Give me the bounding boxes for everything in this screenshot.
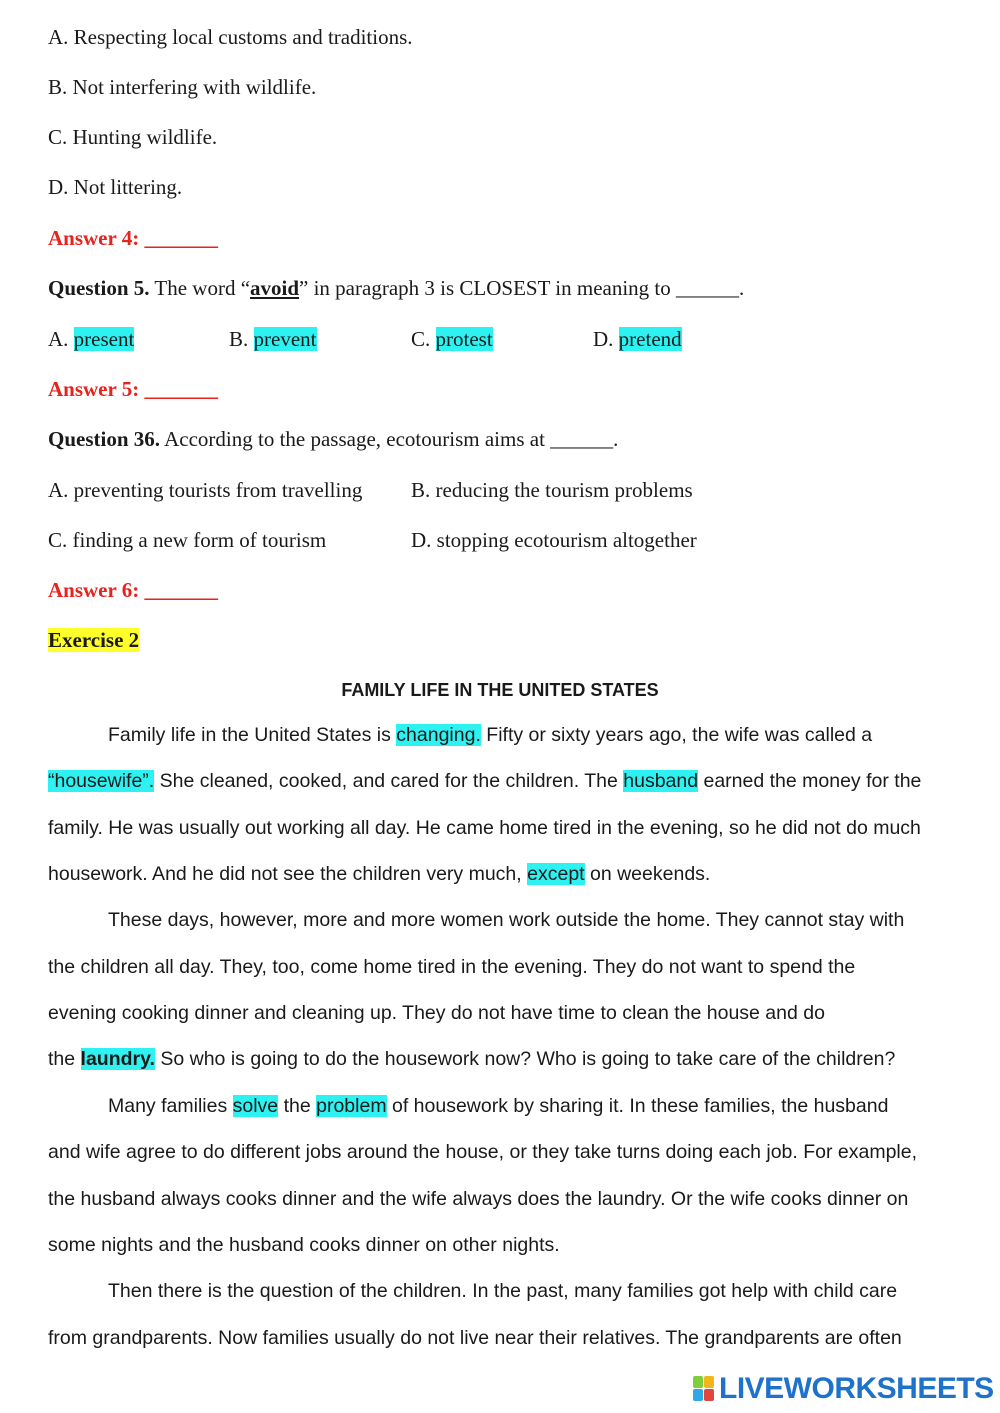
q4-option-b: B. Not interfering with wildlife. <box>48 75 317 99</box>
highlighted-word: except <box>527 863 585 885</box>
passage-line <box>48 768 921 794</box>
option-letter: C. <box>411 327 436 351</box>
passage-text: the <box>278 1095 317 1117</box>
passage-line <box>48 954 855 980</box>
question-36-label: Question 36. <box>48 427 161 451</box>
highlighted-word: changing. <box>396 724 481 746</box>
answer-5-blank[interactable]: Answer 5: _______ <box>48 377 218 401</box>
q5-option-b[interactable] <box>229 326 317 352</box>
passage-text: the <box>48 1048 81 1070</box>
exercise-heading <box>48 627 139 653</box>
q6-option-b[interactable]: B. reducing the tourism problems <box>411 478 693 502</box>
exercise-label: Exercise 2 <box>48 628 140 652</box>
option-word: pretend <box>618 327 682 351</box>
q5-option-c[interactable] <box>411 326 493 352</box>
passage-text: Then there is the question of the children. In the past, many families got help with child care <box>108 1280 898 1302</box>
option-letter: D. <box>593 327 619 351</box>
option-word: protest <box>435 327 493 351</box>
passage-line <box>48 1186 908 1212</box>
question-5-text-before: The word “ <box>149 276 251 300</box>
question-5-keyword: avoid <box>250 276 300 300</box>
highlighted-word: husband <box>623 770 699 792</box>
option-word: present <box>73 327 135 351</box>
highlighted-word: solve <box>232 1095 279 1117</box>
option-word: prevent <box>253 327 317 351</box>
passage-line <box>48 1000 825 1026</box>
passage-line <box>108 722 872 748</box>
passage-text: and wife agree to do different jobs around the house, or they take turns doing each job. For example, <box>48 1141 918 1163</box>
passage-line <box>108 1093 888 1119</box>
passage-line <box>48 1232 560 1258</box>
passage-text: Many families <box>108 1095 233 1117</box>
passage-text: Fifty or sixty years ago, the wife was called a <box>480 724 873 746</box>
passage-text: the children all day. They, too, come home tired in the evening. They do not want to spend the <box>48 956 856 978</box>
question-5 <box>48 275 744 301</box>
passage-text: on weekends. <box>584 863 711 885</box>
passage-line <box>48 861 710 887</box>
passage-text: the husband always cooks dinner and the wife always does the laundry. Or the wife cooks dinner on <box>48 1188 909 1210</box>
passage-text: from grandparents. Now families usually do not live near their relatives. The grandparents are often <box>48 1327 902 1349</box>
passage-line <box>108 907 904 933</box>
passage-text: of housework by sharing it. In these families, the husband <box>386 1095 889 1117</box>
question-36-text: According to the passage, ecotourism aims at ______. <box>160 427 619 451</box>
q4-option-a: A. Respecting local customs and traditions. <box>48 25 413 49</box>
q6-option-c[interactable]: C. finding a new form of tourism <box>48 528 327 552</box>
answer-4-blank[interactable]: Answer 4: _______ <box>48 226 218 250</box>
passage-text: evening cooking dinner and cleaning up. They do not have time to clean the house and do <box>48 1002 825 1024</box>
liveworksheets-logo <box>693 1372 994 1406</box>
q4-option-c: C. Hunting wildlife. <box>48 125 218 149</box>
highlighted-word: “housewife”. <box>48 770 155 792</box>
passage-text: So who is going to do the housework now? Who is going to take care of the children? <box>154 1048 896 1070</box>
option-letter: B. <box>229 327 254 351</box>
passage-line <box>48 1046 895 1072</box>
question-5-text-after: ” in paragraph 3 is CLOSEST in meaning to ______. <box>299 276 745 300</box>
question-36 <box>48 426 618 452</box>
logo-text: LIVEWORKSHEETS <box>719 1372 994 1405</box>
passage-text: She cleaned, cooked, and cared for the children. The <box>154 770 624 792</box>
passage-text: These days, however, more and more women work outside the home. They cannot stay with <box>108 909 905 931</box>
passage-line <box>48 1325 902 1351</box>
q6-option-d[interactable]: D. stopping ecotourism altogether <box>411 528 697 552</box>
liveworksheets-logo-icon <box>693 1376 715 1402</box>
q5-option-a[interactable] <box>48 326 134 352</box>
passage-text: housework. And he did not see the children very much, <box>48 863 528 885</box>
passage-line <box>48 1139 917 1165</box>
answer-6-blank[interactable]: Answer 6: _______ <box>48 578 218 602</box>
passage-title: FAMILY LIFE IN THE UNITED STATES <box>341 680 659 700</box>
highlighted-word: problem <box>316 1095 387 1117</box>
passage-text: Family life in the United States is <box>108 724 397 746</box>
passage-text: some nights and the husband cooks dinner on other nights. <box>48 1234 560 1256</box>
question-5-label: Question 5. <box>48 276 150 300</box>
q4-option-d: D. Not littering. <box>48 175 183 199</box>
passage-line <box>48 815 921 841</box>
passage-line <box>108 1278 897 1304</box>
q5-option-d[interactable] <box>593 326 682 352</box>
option-letter: A. <box>48 327 74 351</box>
q6-option-a[interactable]: A. preventing tourists from travelling <box>48 478 363 502</box>
passage-text: earned the money for the <box>698 770 922 792</box>
passage-text: family. He was usually out working all day. He came home tired in the evening, so he did not do much <box>48 817 921 839</box>
highlighted-word: laundry. <box>80 1048 155 1070</box>
